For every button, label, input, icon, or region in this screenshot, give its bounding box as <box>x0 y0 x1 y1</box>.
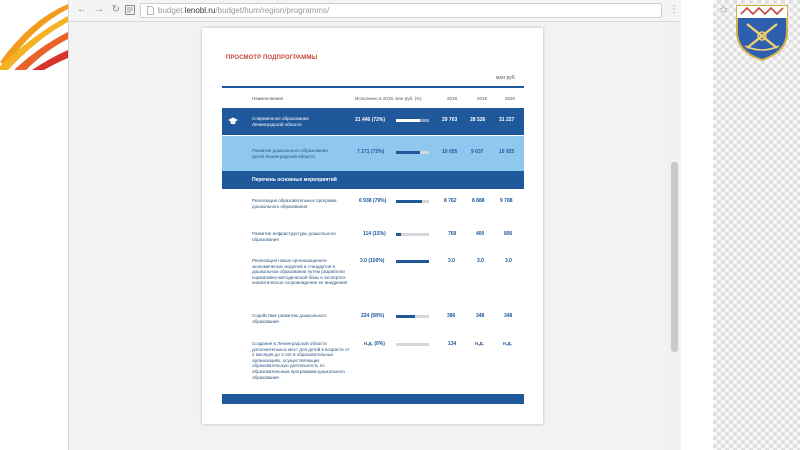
subprogram-progress-bar <box>396 151 429 154</box>
measure-2019: 8 888 <box>472 198 485 204</box>
measure-execution: 114 (15%) <box>363 231 386 237</box>
measure-name: Создание в Ленинградской области дополнительных мест для детей в возрасте от 2 месяцев до 3 лет в образовательных организациях, осуществляющих образовательную деятельность по образовательным программам дошкольного образования <box>252 341 350 380</box>
measure-2019: 348 <box>476 313 485 319</box>
measure-row-4[interactable] <box>222 313 524 333</box>
measure-row-1[interactable] <box>222 198 524 218</box>
measure-2020: 3.0 <box>505 258 512 264</box>
subprogram-2019: 9 637 <box>471 149 484 155</box>
measure-2019: 3.0 <box>477 258 484 264</box>
subprogram-table <box>222 86 524 404</box>
measure-2020: 806 <box>504 231 513 237</box>
reload-icon[interactable]: ↻ <box>111 4 121 15</box>
table-header <box>222 86 524 108</box>
column-header-2020: 2020 <box>505 96 516 101</box>
column-header-2018: 2018 <box>447 96 458 101</box>
table-footer <box>222 394 524 404</box>
column-header-execution: Исполнено в 2018, млн руб. (%) <box>355 96 422 101</box>
measure-progress-fill <box>396 315 415 318</box>
program-2018: 29 703 <box>442 117 458 123</box>
measure-progress-bar <box>396 315 429 318</box>
forward-icon[interactable]: → <box>94 4 104 15</box>
measure-execution: 224 (58%) <box>361 313 385 319</box>
measure-name: Реализация новых организационно-экономических моделей и стандартов в дошкольном образовании путем разработки нормативно-методической базы и экспертно-аналитическое сопровождение ее внедрения <box>252 258 348 286</box>
measure-row-3[interactable] <box>222 258 524 306</box>
measure-progress-bar <box>396 233 429 236</box>
column-header-name: Наименование <box>252 96 284 101</box>
scrollbar-thumb[interactable] <box>671 162 678 352</box>
subprogram-execution: 7 271 (72%) <box>357 149 385 155</box>
graduation-cap-icon <box>228 117 238 125</box>
program-progress-fill <box>396 119 420 122</box>
measure-2019: 400 <box>476 231 485 237</box>
units-label: млн руб. <box>496 75 517 81</box>
document-sheet <box>202 28 543 424</box>
measure-2020: 348 <box>504 313 513 319</box>
address-bar[interactable] <box>140 3 728 18</box>
program-2019: 28 526 <box>470 117 486 123</box>
vertical-scrollbar[interactable] <box>669 22 680 450</box>
program-name: Современное образование Ленинградской области <box>252 116 309 127</box>
program-execution: 21 446 (72%) <box>355 117 386 123</box>
measure-2018: 769 <box>448 231 457 237</box>
measure-row-5[interactable] <box>222 341 524 389</box>
measure-progress-fill <box>396 233 401 236</box>
subprogram-2020: 10 925 <box>499 149 515 155</box>
measure-row-2[interactable] <box>222 231 524 251</box>
back-icon[interactable]: ← <box>77 4 87 15</box>
subprogram-row[interactable] <box>222 136 524 171</box>
measure-progress-bar <box>396 200 429 203</box>
measure-execution: 3.0 (100%) <box>360 258 385 264</box>
bookmark-star-icon[interactable]: ☆ <box>719 5 728 16</box>
browser-window <box>68 0 728 450</box>
page-title: ПРОСМОТР ПОДПРОГРАММЫ <box>226 55 318 61</box>
program-progress-bar <box>396 119 429 122</box>
measure-2020: 9 788 <box>500 198 513 204</box>
column-header-2019: 2019 <box>477 96 488 101</box>
measure-2018: 3.0 <box>448 258 455 264</box>
measure-execution: 6 938 (79%) <box>359 198 387 204</box>
measure-2019: н.д. <box>475 341 484 347</box>
emblem-panel <box>713 0 800 450</box>
measures-header <box>222 171 524 189</box>
page-viewport <box>69 22 681 450</box>
measure-name: Реализация образовательных программ дошкольного образования <box>252 198 337 209</box>
measure-2018: 134 <box>448 341 457 347</box>
slide-logo <box>0 0 70 70</box>
menu-icon[interactable]: ⋮ <box>669 4 679 15</box>
program-row[interactable] <box>222 108 524 135</box>
measure-name: Содействие развитию дошкольного образования <box>252 313 327 324</box>
measure-progress-bar <box>396 343 429 346</box>
leningrad-region-emblem <box>733 2 791 62</box>
subprogram-progress-fill <box>396 151 420 154</box>
measure-2018: 386 <box>447 313 456 319</box>
url-text: budget.lenobl.ru/budget/hum/region/programms/ <box>158 6 330 15</box>
measure-execution: н.д. (0%) <box>364 341 385 347</box>
measure-progress-fill <box>396 260 429 263</box>
measure-2020: н.д. <box>503 341 512 347</box>
measures-header-label: Перечень основных мероприятий <box>252 177 337 183</box>
measure-2018: 8 762 <box>444 198 457 204</box>
measure-name: Развитие инфраструктуры дошкольного образования <box>252 231 336 242</box>
home-icon[interactable] <box>125 5 135 15</box>
program-2020: 31 227 <box>499 117 515 123</box>
browser-toolbar <box>69 0 728 22</box>
subprogram-2018: 10 055 <box>442 149 458 155</box>
subprogram-name: Развитие дошкольного образования детей Ленинградской области <box>252 148 328 159</box>
page-icon <box>146 6 155 15</box>
measure-progress-fill <box>396 200 422 203</box>
measure-progress-bar <box>396 260 429 263</box>
